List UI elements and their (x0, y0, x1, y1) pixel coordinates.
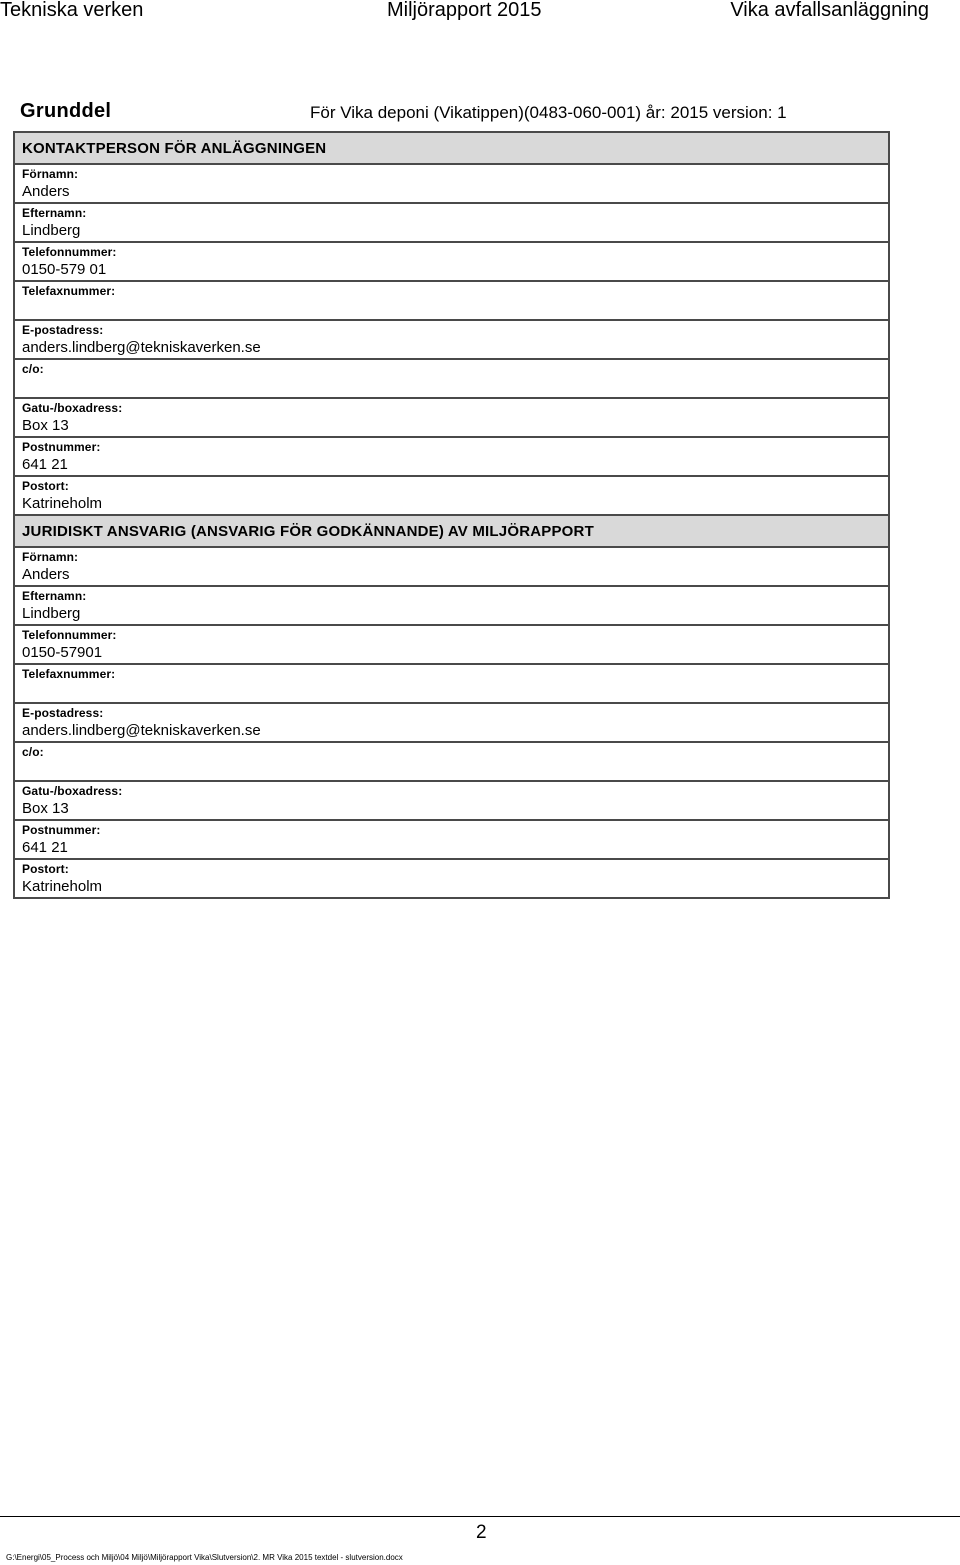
field-label: Postnummer: (22, 823, 101, 837)
field-value: 641 21 (22, 456, 68, 473)
header-report-title: Miljörapport 2015 (387, 0, 542, 21)
form-field (15, 360, 888, 399)
field-label: Förnamn: (22, 167, 79, 181)
field-label: Postort: (22, 479, 69, 493)
field-value: Box 13 (22, 417, 69, 434)
field-value: 0150-57901 (22, 644, 103, 661)
field-label: Efternamn: (22, 206, 87, 220)
field-label: c/o: (22, 745, 44, 759)
form-field (15, 321, 888, 360)
page-header (0, 0, 960, 22)
form-field (15, 477, 888, 516)
form-field (15, 548, 888, 587)
form-field (15, 399, 888, 438)
field-label: c/o: (22, 362, 44, 376)
field-label: Telefonnummer: (22, 628, 117, 642)
field-value: Katrineholm (22, 878, 103, 895)
field-value: Box 13 (22, 800, 69, 817)
footer-divider (0, 1516, 960, 1517)
field-value: anders.lindberg@tekniskaverken.se (22, 339, 261, 356)
section-heading: KONTAKTPERSON FÖR ANLÄGGNINGEN (15, 133, 888, 165)
field-label: Efternamn: (22, 589, 87, 603)
form-title-row (20, 100, 890, 130)
field-value: Katrineholm (22, 495, 103, 512)
field-label: E-postadress: (22, 706, 104, 720)
file-path: G:\Energi\05_Process och Miljö\04 Miljö\Miljörapport Vika\Slutversion\2. MR Vika 2015 textdel - slutversion.docx (6, 1553, 403, 1562)
field-value: Anders (22, 183, 70, 200)
form-field (15, 438, 888, 477)
field-value: 0150-579 01 (22, 261, 107, 278)
header-facility: Vika avfallsanläggning (730, 0, 929, 21)
field-value: anders.lindberg@tekniskaverken.se (22, 722, 261, 739)
field-label: E-postadress: (22, 323, 104, 337)
section-heading: JURIDISKT ANSVARIG (ANSVARIG FÖR GODKÄNNANDE) AV MILJÖRAPPORT (15, 516, 888, 548)
field-value: Anders (22, 566, 70, 583)
field-label: Gatu-/boxadress: (22, 784, 123, 798)
field-label: Förnamn: (22, 550, 79, 564)
form-field (15, 243, 888, 282)
field-value: Lindberg (22, 222, 81, 239)
facility-info: För Vika deponi (Vikatippen)(0483-060-001) år: 2015 version: 1 (310, 103, 787, 122)
field-label: Telefaxnummer: (22, 284, 116, 298)
form-field (15, 782, 888, 821)
form-field (15, 204, 888, 243)
form-field (15, 665, 888, 704)
form-field (15, 821, 888, 860)
field-label: Telefonnummer: (22, 245, 117, 259)
form-field (15, 587, 888, 626)
field-value: 641 21 (22, 839, 68, 856)
page-number: 2 (476, 1522, 487, 1543)
form-field (15, 743, 888, 782)
contact-form-table (13, 131, 890, 899)
field-label: Telefaxnummer: (22, 667, 116, 681)
header-company: Tekniska verken (0, 0, 144, 21)
form-field (15, 626, 888, 665)
form-field (15, 860, 888, 899)
form-field (15, 282, 888, 321)
field-label: Postort: (22, 862, 69, 876)
form-field (15, 704, 888, 743)
field-label: Gatu-/boxadress: (22, 401, 123, 415)
field-label: Postnummer: (22, 440, 101, 454)
field-value: Lindberg (22, 605, 81, 622)
part-title: Grunddel (20, 100, 112, 122)
form-field (15, 165, 888, 204)
